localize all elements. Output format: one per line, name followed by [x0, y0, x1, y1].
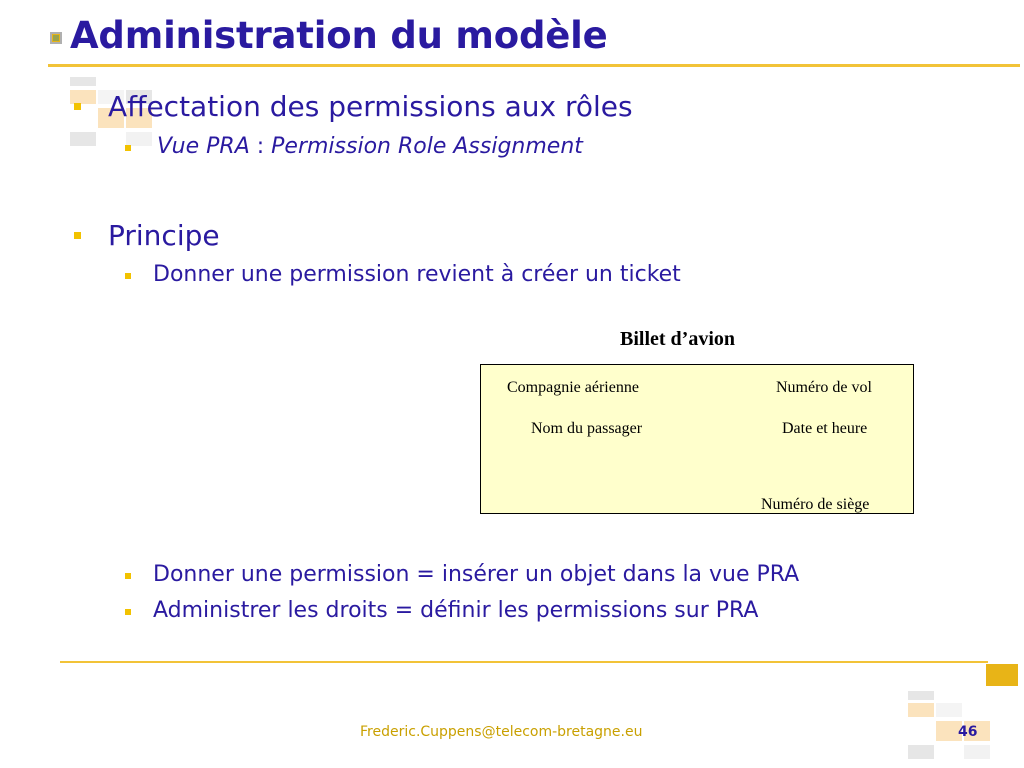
- decor-square: [126, 132, 152, 146]
- bullet-affectation: Affectation des permissions aux rôles: [108, 90, 633, 123]
- title-bullet-inner: [53, 35, 59, 41]
- decor-square: [70, 132, 96, 146]
- decor-square: [70, 77, 96, 86]
- bullet-administrer-droits: Administrer les droits = définir les permissions sur PRA: [153, 598, 759, 623]
- decor-square: [936, 703, 962, 717]
- ticket-company: Compagnie aérienne: [507, 379, 639, 396]
- ticket-flight-number: Numéro de vol: [776, 379, 872, 396]
- airline-ticket: [480, 364, 914, 514]
- ticket-passenger: Nom du passager: [531, 420, 643, 437]
- decor-square: [964, 745, 990, 759]
- bullet-icon: [74, 232, 81, 239]
- vue-pra-separator: :: [249, 134, 272, 159]
- vue-pra-rest: Permission Role Assignment: [271, 134, 583, 159]
- ticket-date-time: Date et heure: [782, 420, 868, 437]
- title-divider: [48, 64, 1020, 67]
- bullet-donner-ticket: Donner une permission revient à créer un ticket: [153, 262, 681, 287]
- bullet-vue-pra: [157, 134, 583, 159]
- page-number: 46: [958, 724, 978, 740]
- decor-square: [70, 90, 96, 104]
- bullet-icon: [125, 273, 131, 279]
- bullet-icon: [125, 573, 131, 579]
- vue-pra-label: Vue PRA: [157, 134, 250, 159]
- bullet-principe: Principe: [108, 219, 220, 252]
- footer-email: Frederic.Cuppens@telecom-bretagne.eu: [360, 724, 643, 740]
- decor-square: [908, 703, 934, 717]
- decor-square: [986, 664, 1018, 686]
- bullet-icon: [74, 103, 81, 110]
- bullet-inserer-objet: Donner une permission = insérer un objet dans la vue PRA: [153, 562, 800, 587]
- bullet-icon: [125, 609, 131, 615]
- footer-divider: [60, 661, 988, 663]
- decor-square: [908, 745, 934, 759]
- decor-square: [908, 691, 934, 700]
- bullet-icon: [125, 145, 131, 151]
- slide-title: Administration du modèle: [70, 14, 608, 57]
- ticket-title: Billet d’avion: [620, 328, 736, 350]
- ticket-seat: Numéro de siège: [761, 496, 870, 513]
